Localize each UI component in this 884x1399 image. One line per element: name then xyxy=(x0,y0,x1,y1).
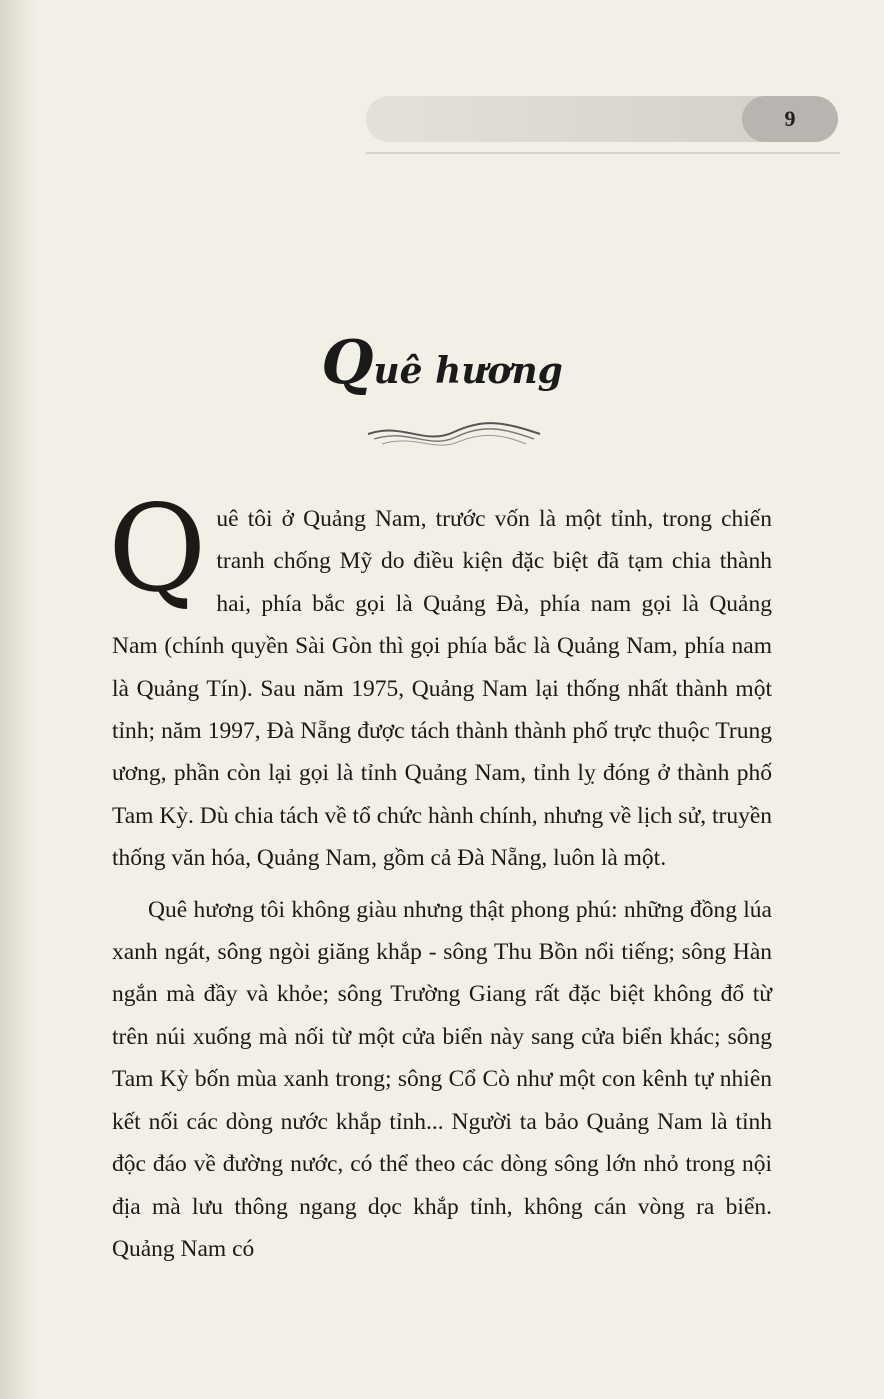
bleed-through-texture xyxy=(110,190,840,220)
paragraph-1-text: uê tôi ở Quảng Nam, trước vốn là một tỉnh, trong chiến tranh chống Mỹ do điều kiện đặc biệt đã tạm chia thành hai, phía bắc gọi là Quảng Đà, phía nam gọi là Quảng Nam (chính quyền Sài Gòn thì gọi phía bắc là Quảng Nam, phía nam là Quảng Tín). Sau năm 1975, Quảng Nam lại thống nhất thành một tỉnh; năm 1997, Đà Nẵng được tách thành thành phố trực thuộc Trung ương, phần còn lại gọi là tỉnh Quảng Nam, tỉnh lỵ đóng ở thành phố Tam Kỳ. Dù chia tách về tổ chức hành chính, nhưng về lịch sử, truyền thống văn hóa, Quảng Nam, gồm cả Đà Nẵng, luôn là một. xyxy=(112,506,772,872)
header-rule xyxy=(366,152,840,154)
paragraph-2: Quê hương tôi không giàu nhưng thật phong phú: những đồng lúa xanh ngát, sông ngòi giăng khắp - sông Thu Bồn nổi tiếng; sông Hàn ngắn mà đầy và khỏe; sông Trường Giang rất đặc biệt không đổ từ trên núi xuống mà nối từ một cửa biển này sang cửa biển khác; sông Tam Kỳ bốn mùa xanh trong; sông Cổ Cò như một con kênh tự nhiên kết nối các dòng nước khắp tỉnh... Người ta bảo Quảng Nam là tỉnh độc đáo về đường nước, có thể theo các dòng sông lớn nhỏ trong nội địa mà lưu thông ngang dọc khắp tỉnh, không cán vòng ra biển. Quảng Nam có xyxy=(112,896,772,1262)
title-rest: uê hương xyxy=(373,350,563,392)
title-initial: Q xyxy=(321,328,374,398)
drop-cap: Q xyxy=(108,480,207,619)
chapter-title xyxy=(0,328,884,398)
title-ornament xyxy=(364,420,544,450)
body-text xyxy=(108,480,772,1270)
page-number: 9 xyxy=(784,106,796,131)
page-edge-shadow xyxy=(0,0,36,1399)
paragraph-1 xyxy=(108,480,772,880)
page-number-badge xyxy=(742,96,838,142)
